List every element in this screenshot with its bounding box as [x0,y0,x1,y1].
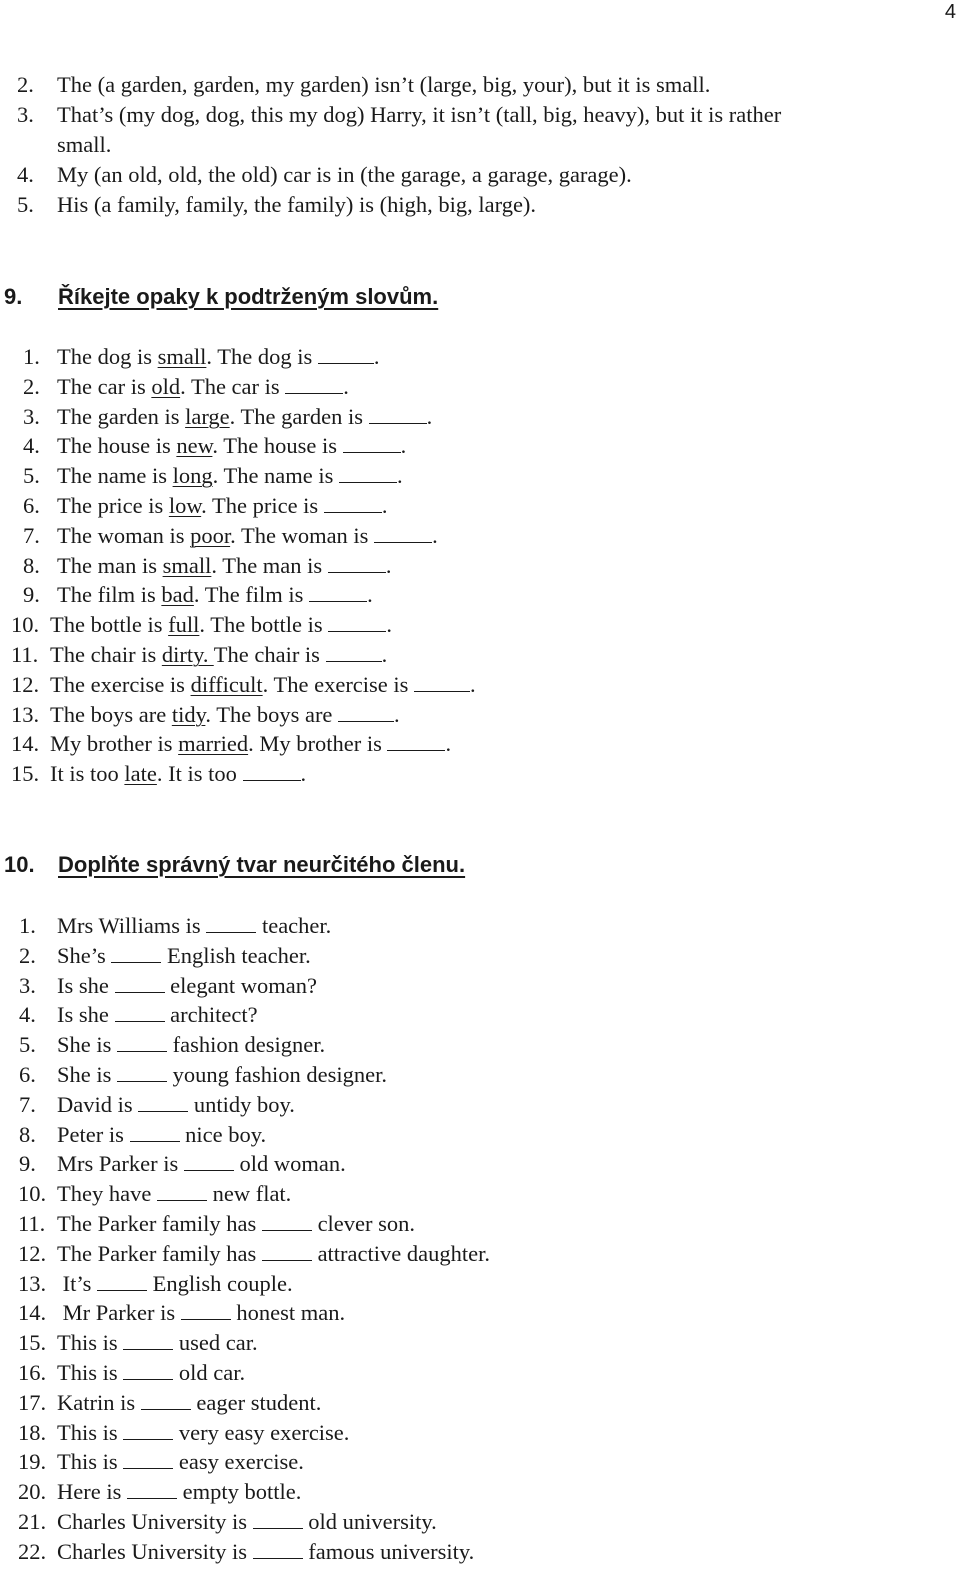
item-text [57,461,403,491]
sentence-start: The name is [57,463,173,489]
item-text [50,640,387,670]
sentence-middle: . It is too [156,761,243,787]
sentence-start: Is she [57,1002,115,1028]
underlined-word: old [151,373,181,399]
answer-blank[interactable] [262,1241,312,1261]
underlined-word: late [124,761,157,787]
item-text [50,729,451,759]
underlined-word: bad [161,582,194,608]
item-number: 9. [19,1151,36,1177]
item-text [57,491,387,521]
item-text [57,431,406,461]
item-number: 7. [19,1091,36,1117]
sentence-end: . [426,403,433,429]
sentence-start: She is [57,1062,118,1087]
sentence-middle: . The dog is [206,344,318,369]
item-text [57,1477,301,1507]
item-text [57,1269,293,1299]
item-number: 3. [17,102,34,127]
item-number: 6. [19,1062,36,1087]
sentence-start: The Parker family has [57,1240,262,1266]
sentence-end: . [373,344,380,369]
answer-blank[interactable] [127,1479,177,1499]
item-number: 4. [17,162,34,187]
section-title: Říkejte opaky k podtrženým slovům. [58,284,439,309]
sentence-end: elegant woman? [164,972,317,998]
sentence-end: teacher. [256,913,332,938]
item-number: 1. [23,344,40,369]
underlined-word: large [185,403,230,429]
sentence-end: . [367,582,373,608]
item-number: 5. [19,1032,36,1058]
sentence-end: old car. [173,1360,246,1385]
underlined-word: tidy [171,701,206,727]
item-number: 9. [23,582,40,608]
answer-blank[interactable] [338,702,394,722]
sentence-end: . [470,671,476,697]
sentence-end: nice boy. [179,1121,267,1147]
item-text [57,1179,291,1209]
item-text [57,580,373,610]
sentence-middle: . The film is [193,582,310,608]
underlined-word: new [176,433,213,459]
sentence-middle: . The boys are [205,701,339,727]
item-text [57,1388,321,1418]
answer-blank[interactable] [414,672,470,692]
item-number: 11. [11,642,39,667]
item-number: 20. [18,1479,47,1505]
answer-blank[interactable] [141,1390,191,1410]
sentence-start: Mrs Williams is [57,913,207,938]
item-text: small. [57,132,112,157]
sentence-start: This is [57,1419,124,1445]
item-text [57,971,317,1001]
answer-blank[interactable] [387,731,445,751]
answer-blank[interactable] [253,1539,303,1559]
sentence-start: David is [57,1091,139,1117]
item-number: 13. [18,1270,47,1296]
answer-blank[interactable] [326,642,382,662]
item-number: 3. [23,403,40,429]
sentence-end: architect? [164,1002,258,1028]
sentence-start: The film is [57,582,162,608]
item-number: 17. [18,1389,47,1415]
answer-blank[interactable] [111,943,161,963]
item-number: 22. [18,1538,47,1564]
answer-blank[interactable] [97,1271,147,1291]
sentence-start: Mr Parker is [57,1300,181,1326]
answer-blank[interactable] [343,433,401,453]
sentence-end: attractive daughter. [311,1240,490,1266]
sentence-end: used car. [173,1330,258,1356]
answer-blank[interactable] [123,1360,173,1380]
sentence-end: clever son. [311,1211,416,1236]
item-text [57,1000,258,1030]
sentence-start: Peter is [57,1121,130,1147]
item-text [57,1149,346,1179]
sentence-start: This is [57,1449,124,1475]
answer-blank[interactable] [130,1122,180,1142]
item-text [57,1209,415,1239]
item-text [57,1120,266,1150]
sentence-end: honest man. [230,1300,346,1326]
answer-blank[interactable] [243,761,301,781]
sentence-middle: . The car is [180,373,286,399]
sentence-end: . [394,701,400,727]
answer-blank[interactable] [123,1449,173,1469]
item-text [57,1447,304,1477]
item-text [57,402,432,432]
item-text [57,372,349,402]
page-number: 4 [944,1,956,23]
sentence-start: My brother is [50,731,179,757]
answer-blank[interactable] [206,913,256,933]
sentence-start: The house is [57,433,177,459]
item-number: 12. [11,671,40,697]
sentence-start: Katrin is [57,1389,141,1415]
underlined-word: small [162,552,212,578]
answer-blank[interactable] [324,493,382,513]
sentence-end: eager student. [190,1389,322,1415]
sentence-start: It is too [50,761,125,787]
item-text [57,1537,474,1567]
sentence-end: . [300,761,307,787]
answer-blank[interactable] [328,553,386,573]
item-number: 4. [19,1002,36,1028]
sentence-end: . [381,493,388,518]
sentence-end: . [343,373,349,399]
answer-blank[interactable] [117,1062,167,1082]
sentence-start: Is she [57,972,115,998]
underlined-word: long [172,463,213,489]
item-text: That’s (my dog, dog, this my dog) Harry, it isn’t (tall, big, heavy), but it is rather [57,102,782,127]
sentence-start: They have [57,1181,157,1207]
sentence-end: very easy exercise. [173,1419,350,1445]
item-text [57,941,311,971]
item-number: 14. [11,731,40,757]
sentence-start: The boys are [50,701,172,727]
underlined-word: difficult [190,671,263,697]
item-number: 2. [19,942,36,968]
item-number: 1. [19,913,36,938]
sentence-start: Charles University is [57,1538,253,1564]
item-text [57,1507,437,1537]
answer-blank[interactable] [117,1032,167,1052]
item-text: My (an old, old, the old) car is in (the garage, a garage, garage). [57,162,632,187]
item-text [57,342,379,372]
item-number: 18. [18,1419,47,1445]
item-text [57,1090,295,1120]
sentence-end: old woman. [233,1151,346,1177]
item-text [57,1060,387,1090]
sentence-end: young fashion designer. [167,1062,387,1087]
answer-blank[interactable] [285,374,343,394]
answer-blank[interactable] [181,1300,231,1320]
sentence-end: untidy boy. [188,1091,295,1117]
item-text: The (a garden, garden, my garden) isn’t (large, big, your), but it is small. [57,72,711,97]
sentence-start: The bottle is [50,612,169,638]
underlined-word: small [157,344,207,369]
item-number: 12. [18,1240,47,1266]
answer-blank[interactable] [184,1151,234,1171]
sentence-end: . [385,552,392,578]
underlined-word: dirty. [161,642,214,667]
item-number: 16. [18,1360,47,1385]
sentence-middle: . The exercise is [262,671,415,697]
sentence-start: Charles University is [57,1509,253,1534]
item-number: 5. [17,192,34,217]
item-text: His (a family, family, the family) is (high, big, large). [57,192,537,217]
item-text [57,911,331,941]
item-number: 3. [19,972,36,998]
answer-blank[interactable] [374,523,432,543]
sentence-start: She is [57,1032,118,1058]
answer-blank[interactable] [123,1420,173,1440]
underlined-word: low [168,493,202,518]
sentence-end: English couple. [147,1270,293,1296]
sentence-end: . [386,612,392,638]
sentence-start: The price is [57,493,169,518]
item-number: 7. [23,522,40,548]
sentence-start: The dog is [57,344,158,369]
answer-blank[interactable] [253,1509,303,1529]
sentence-middle: . The bottle is [199,612,329,638]
item-number: 2. [23,373,40,399]
sentence-end: easy exercise. [173,1449,304,1475]
sentence-start: The Parker family has [57,1211,262,1236]
item-text [50,700,400,730]
item-number: 14. [18,1300,47,1326]
answer-blank[interactable] [115,973,165,993]
item-number: 15. [11,761,40,787]
sentence-end: . [400,433,407,459]
item-text [57,521,438,551]
answer-blank[interactable] [123,1330,173,1350]
item-text [57,1239,490,1269]
item-text [50,670,476,700]
answer-blank[interactable] [318,344,374,364]
answer-blank[interactable] [369,404,427,424]
sentence-middle: . The house is [212,433,343,459]
sentence-end: old university. [302,1509,437,1534]
answer-blank[interactable] [309,582,367,602]
item-text [57,1358,245,1388]
underlined-word: poor [190,522,231,548]
item-number: 11. [18,1211,46,1236]
item-text [57,551,391,581]
sentence-start: The man is [57,552,163,578]
sentence-end: new flat. [206,1181,292,1207]
answer-blank[interactable] [339,463,397,483]
item-number: 2. [17,72,34,97]
sentence-end: . [445,731,452,757]
section-number: 10. [4,852,35,877]
sentence-middle: . The garden is [229,403,369,429]
underlined-word: full [168,612,200,638]
sentence-middle: . My brother is [248,731,388,757]
item-number: 10. [18,1181,47,1207]
sentence-end: . [397,463,403,489]
sentence-start: Here is [57,1479,127,1505]
item-number: 8. [23,552,40,578]
item-text [57,1030,325,1060]
item-number: 6. [23,493,40,518]
sentence-middle: . The man is [211,552,328,578]
item-number: 19. [18,1449,47,1475]
sentence-end: fashion designer. [167,1032,326,1058]
underlined-word: married [178,731,249,757]
sentence-end: . [381,642,388,667]
section-title: Doplňte správný tvar neurčitého členu. [58,852,466,877]
sentence-start: The chair is [50,642,162,667]
item-number: 21. [18,1509,47,1534]
sentence-start: It’s [57,1270,98,1296]
item-number: 8. [19,1121,36,1147]
item-number: 15. [18,1330,47,1356]
answer-blank[interactable] [328,612,386,632]
sentence-middle: . The name is [212,463,340,489]
item-text [57,1298,345,1328]
sentence-end: famous university. [302,1538,475,1564]
sentence-start: The exercise is [50,671,191,697]
answer-blank[interactable] [115,1002,165,1022]
sentence-start: The woman is [57,522,191,548]
sentence-end: empty bottle. [176,1479,302,1505]
sentence-middle: . The woman is [230,522,375,548]
sentence-start: This is [57,1360,124,1385]
item-number: 10. [11,612,40,638]
sentence-start: She’s [57,942,112,968]
answer-blank[interactable] [138,1092,188,1112]
item-number: 4. [23,433,40,459]
answer-blank[interactable] [157,1181,207,1201]
sentence-start: This is [57,1330,124,1356]
item-text [57,1418,349,1448]
sentence-middle: . The price is [201,493,324,518]
sentence-end: English teacher. [161,942,311,968]
item-text [50,610,392,640]
item-text [57,1328,258,1358]
sentence-end: . [432,522,438,548]
sentence-middle: The chair is [213,642,326,667]
item-number: 5. [23,463,40,489]
sentence-start: The garden is [57,403,186,429]
item-number: 13. [11,701,40,727]
answer-blank[interactable] [262,1211,312,1231]
section-number: 9. [4,284,23,309]
item-text [50,759,306,789]
sentence-start: The car is [57,373,152,399]
sentence-start: Mrs Parker is [57,1151,184,1177]
